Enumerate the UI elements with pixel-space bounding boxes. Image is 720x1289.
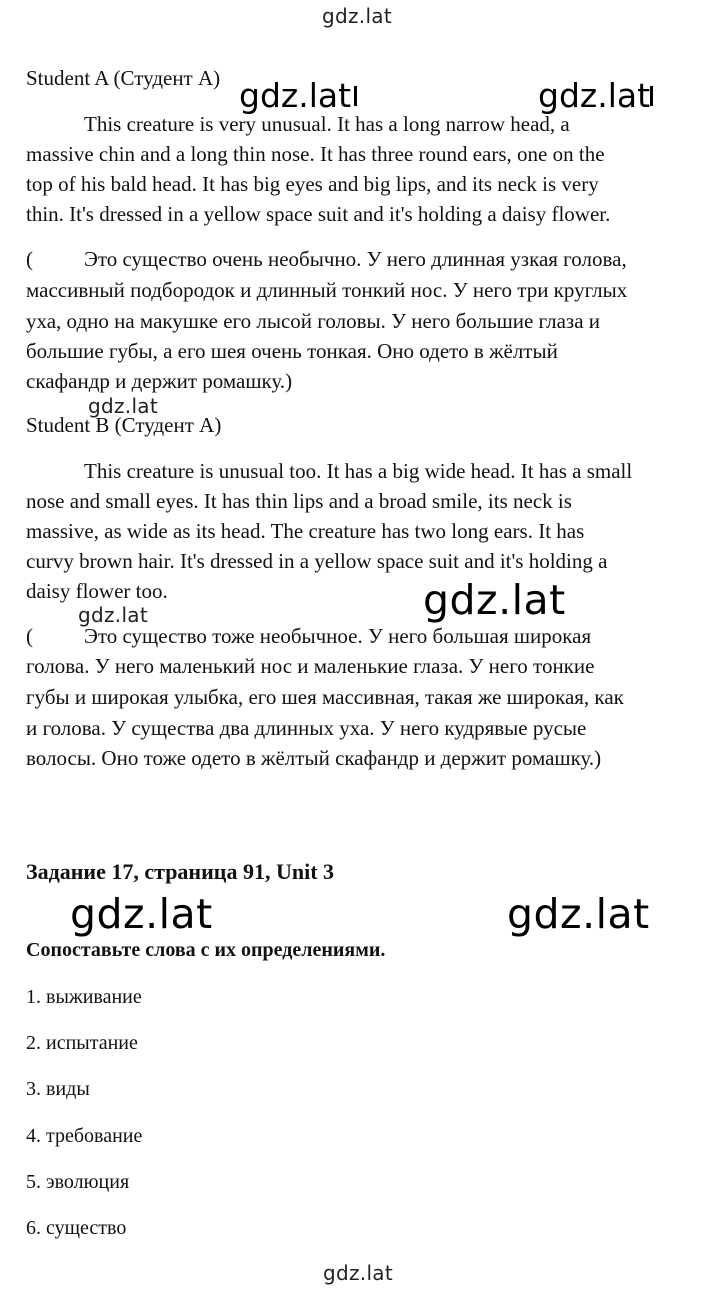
watermark-top: gdz.lat: [322, 4, 393, 28]
student-b-russian-line-1: Это существо тоже необычное. У него большая широкая: [84, 624, 592, 648]
task-title: Задание 17, страница 91, Unit 3: [26, 859, 335, 884]
student-b-russian-line-4: и голова. У существа два длинных уха. У него кудрявые русые: [26, 716, 587, 740]
student-b-english-line-1: This creature is unusual too. It has a big wide head. It has a small: [84, 459, 633, 483]
student-b-russian-line-2: голова. У него маленький нос и маленькие глаза. У него тонкие: [26, 654, 595, 678]
watermark-large-right: gdz.lat: [507, 890, 650, 938]
list-item: 2. испытание: [26, 1032, 138, 1054]
student-a-english-line-1: This creature is very unusual. It has a long narrow head, a: [84, 112, 570, 136]
list-item: 1. выживание: [26, 986, 142, 1008]
watermark-mid-left: gdz.lat: [237, 76, 357, 115]
student-b-english-line-4: curvy brown hair. It's dressed in a yellow space suit and it's holding a: [26, 549, 608, 573]
student-a-english-line-2: massive chin and a long thin nose. It has three round ears, one on the: [26, 142, 605, 166]
student-b-russian-open-paren: (: [26, 624, 33, 648]
student-a-russian-open-paren: (: [26, 247, 33, 271]
student-b-heading: Student B (Студент А): [26, 413, 222, 437]
list-item: 4. требование: [26, 1125, 143, 1147]
watermark-small-left: gdz.lat: [88, 394, 159, 418]
list-item: 6. существо: [26, 1217, 127, 1239]
student-a-russian-line-4: большие губы, а его шея очень тонкая. Оно одето в жёлтый: [26, 339, 558, 363]
student-a-english-line-3: top of his bald head. It has big eyes and big lips, and its neck is very: [26, 172, 599, 196]
watermark-large-center: gdz.lat: [423, 576, 566, 624]
watermark-large-left: gdz.lat: [70, 890, 213, 938]
student-a-russian-line-2: массивный подбородок и длинный тонкий нос. У него три круглых: [26, 278, 628, 302]
student-a-english-line-4: thin. It's dressed in a yellow space suit and it's holding a daisy flower.: [26, 202, 611, 226]
student-b-english-line-2: nose and small eyes. It has thin lips and a broad smile, its neck is: [26, 489, 572, 513]
watermark-bottom: gdz.lat: [323, 1261, 394, 1285]
watermark-cursor-bar: [354, 86, 357, 106]
student-b-russian-line-5: волосы. Оно тоже одето в жёлтый скафандр и держит ромашку.): [26, 746, 602, 770]
student-a-russian-line-1: Это существо очень необычно. У него длинная узкая голова,: [84, 247, 627, 271]
watermark-cursor-bar: [650, 86, 653, 106]
watermark-mid-right: gdz.lat: [536, 76, 656, 115]
list-item: 3. виды: [26, 1078, 90, 1100]
student-a-russian-line-5: скафандр и держит ромашку.): [26, 369, 293, 393]
student-b-english-line-5: daisy flower too.: [26, 579, 168, 603]
student-b-english-line-3: massive, as wide as its head. The creature has two long ears. It has: [26, 519, 585, 543]
watermark-small-left-2: gdz.lat: [74, 603, 152, 627]
list-item: 5. эволюция: [26, 1171, 130, 1193]
student-a-heading: Student A (Студент А): [26, 66, 221, 90]
task-instruction: Сопоставьте слова с их определениями.: [26, 939, 386, 961]
student-a-russian-line-3: уха, одно на макушке его лысой головы. У него большие глаза и: [26, 309, 601, 333]
student-b-russian-line-3: губы и широкая улыбка, его шея массивная, такая же широкая, как: [26, 685, 624, 709]
